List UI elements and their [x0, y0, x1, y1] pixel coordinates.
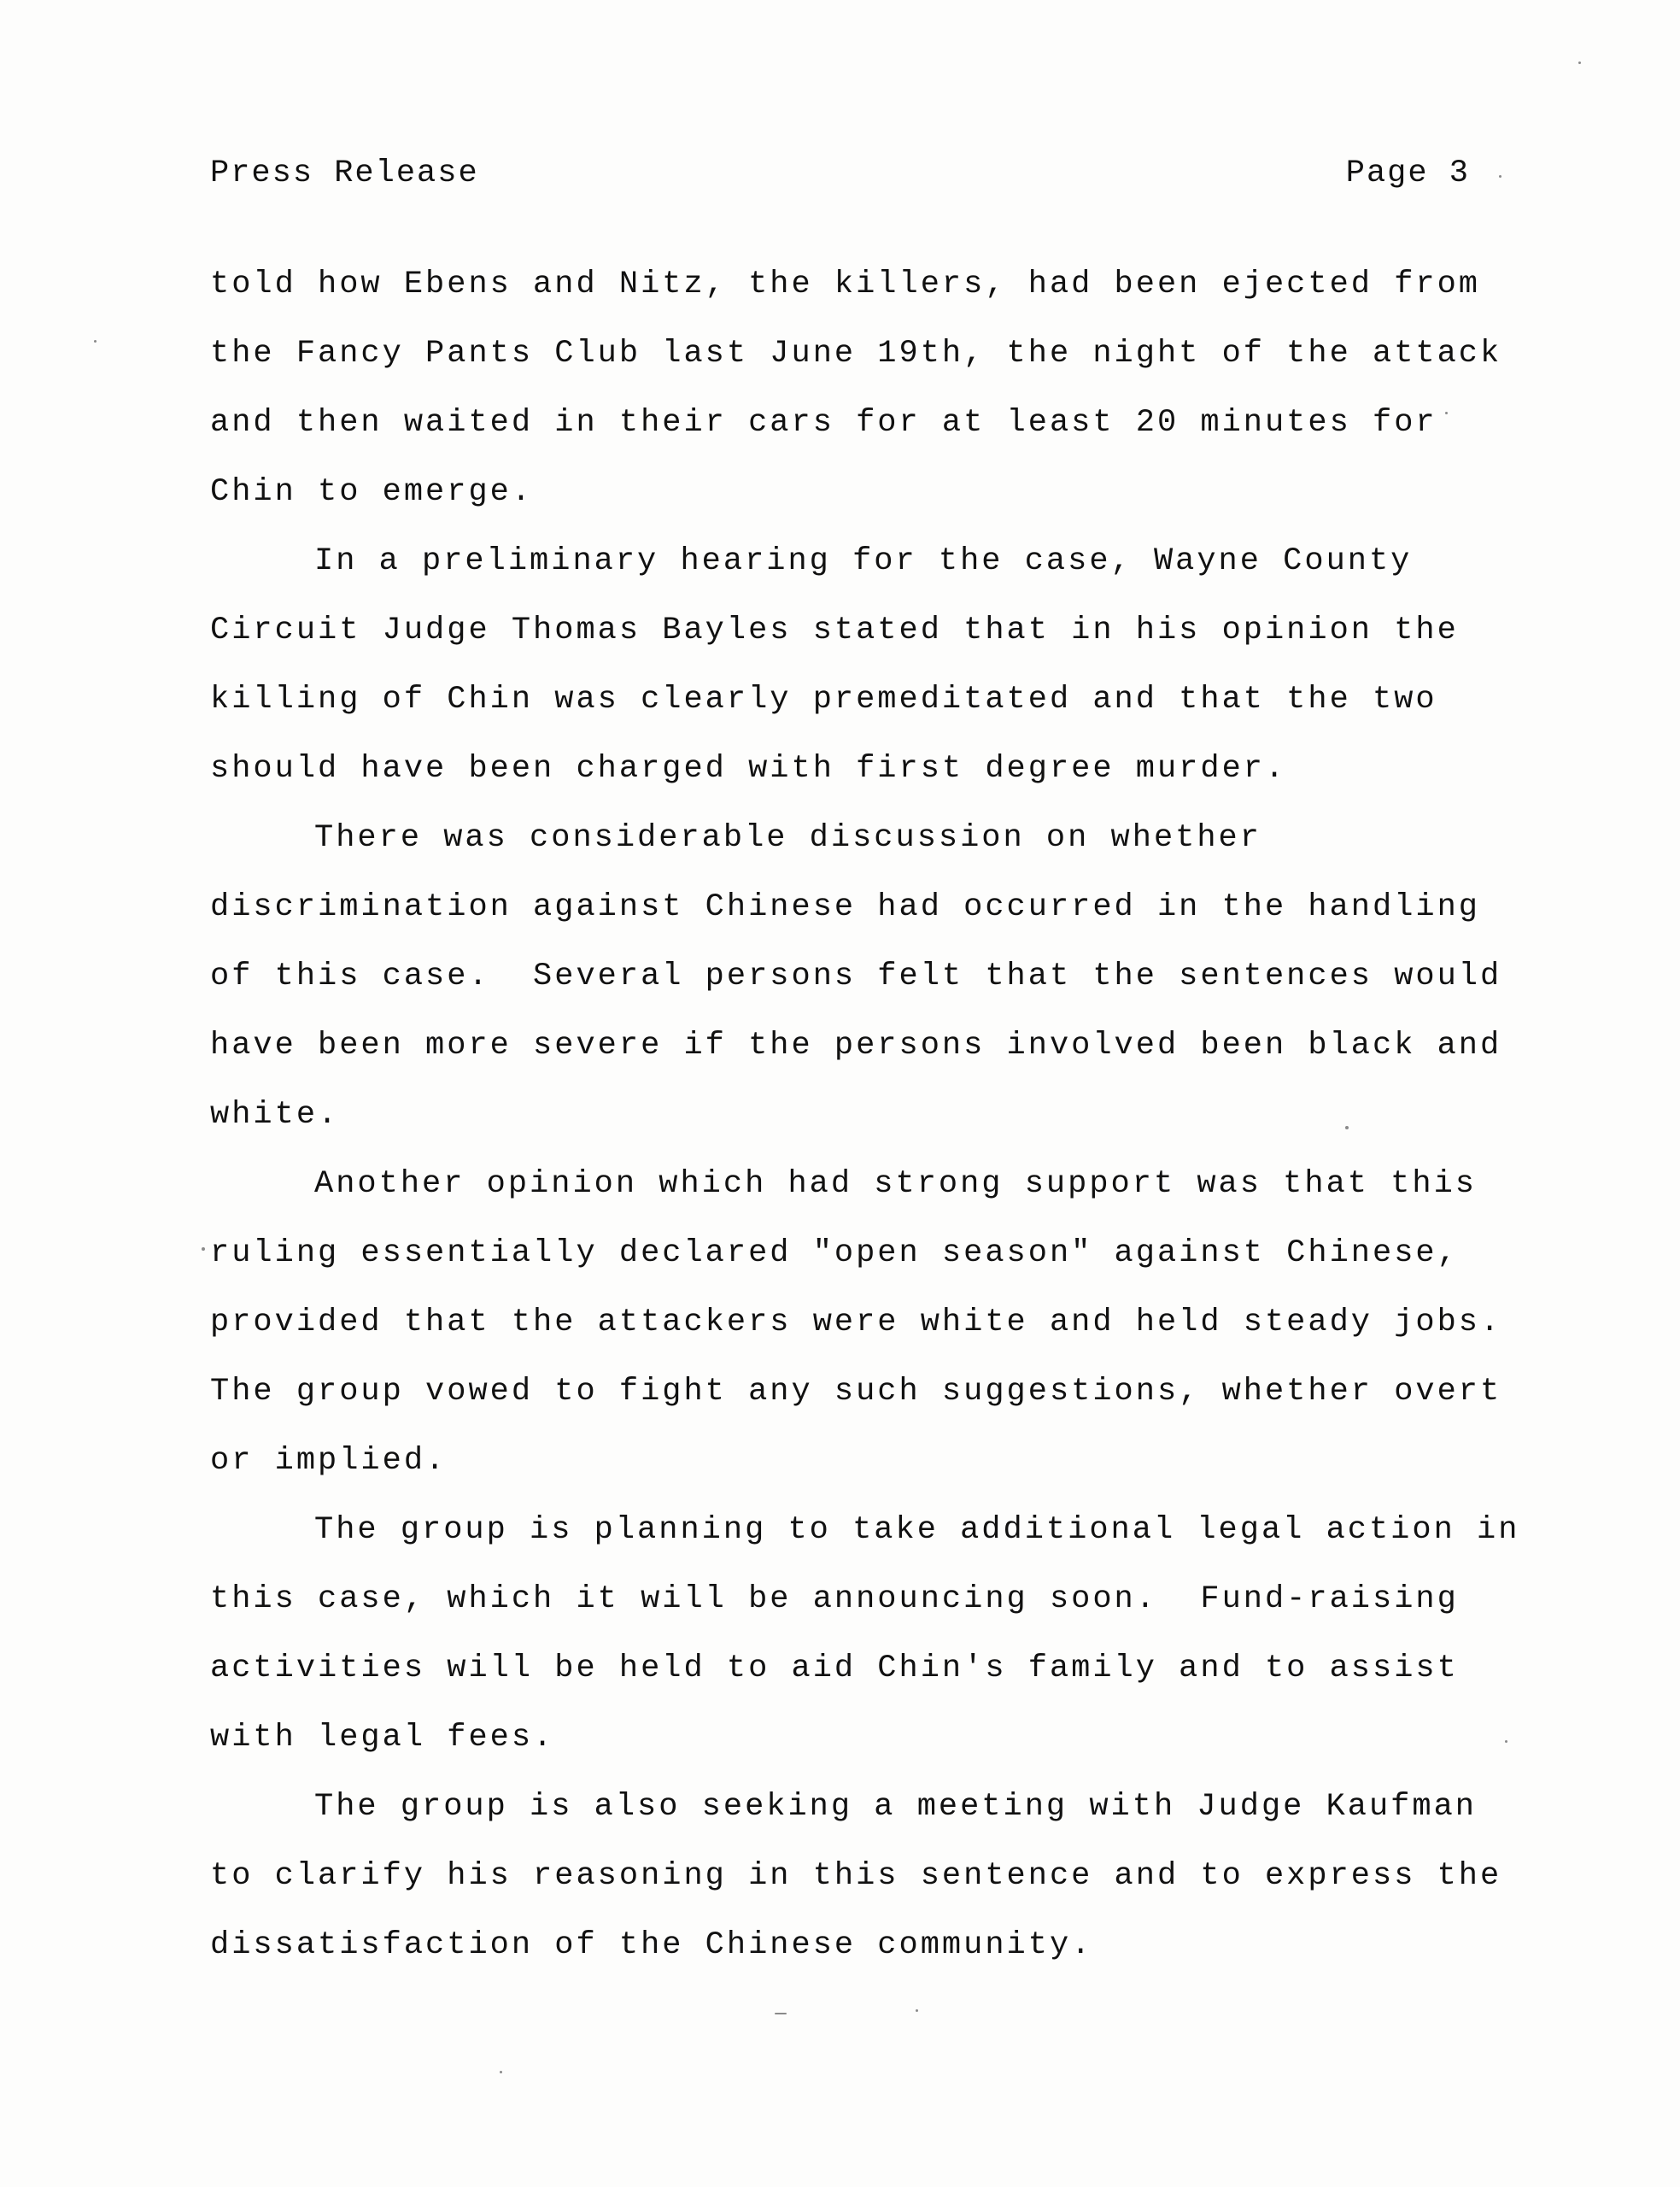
- text-line: activities will be held to aid Chin's family and to assist: [210, 1651, 1459, 1686]
- scan-speck: [1345, 1126, 1349, 1129]
- text-line: Chin to emerge.: [210, 474, 534, 510]
- paragraph-1: [210, 250, 1502, 527]
- scan-speck: [916, 2009, 918, 2012]
- page-header: [210, 155, 1470, 198]
- text-line: The group is also seeking a meeting with Judge Kaufman: [314, 1789, 1477, 1825]
- scan-speck: [1578, 62, 1581, 64]
- text-line: There was considerable discussion on whether: [314, 820, 1261, 856]
- scan-speck: [775, 2013, 787, 2014]
- text-line: have been more severe if the persons involved been black and: [210, 1028, 1502, 1064]
- scan-speck: [94, 340, 97, 343]
- text-line: with legal fees.: [210, 1720, 555, 1756]
- header-title: Press Release: [210, 155, 479, 191]
- text-line: In a preliminary hearing for the case, Wayne County: [314, 543, 1413, 579]
- paragraph-2: [210, 527, 1491, 804]
- text-line: The group is planning to take additional legal action in: [314, 1512, 1520, 1548]
- text-line: dissatisfaction of the Chinese community.: [210, 1927, 1093, 1963]
- scan-speck: [1505, 1740, 1507, 1743]
- text-line: or implied.: [210, 1443, 448, 1479]
- scan-speck: [1499, 175, 1501, 178]
- paragraph-4: [210, 1150, 1502, 1496]
- text-line: provided that the attackers were white and held steady jobs.: [210, 1305, 1502, 1340]
- text-line: this case, which it will be announcing soon. Fund-raising: [210, 1581, 1459, 1617]
- text-line: of this case. Several persons felt that the sentences would: [210, 959, 1502, 994]
- text-line: The group vowed to fight any such suggestions, whether overt: [210, 1374, 1502, 1410]
- text-line: should have been charged with first degree murder.: [210, 751, 1287, 787]
- text-line: Another opinion which had strong support was that this: [314, 1166, 1477, 1202]
- text-line: killing of Chin was clearly premeditated and that the two: [210, 682, 1437, 718]
- text-line: ruling essentially declared "open season" against Chinese,: [210, 1235, 1459, 1271]
- text-line: and then waited in their cars for at least 20 minutes for: [210, 405, 1437, 441]
- text-line: the Fancy Pants Club last June 19th, the night of the attack: [210, 336, 1502, 372]
- text-line: to clarify his reasoning in this sentence and to express the: [210, 1858, 1502, 1894]
- scan-speck: [202, 1247, 205, 1251]
- text-line: told how Ebens and Nitz, the killers, had been ejected from: [210, 267, 1481, 302]
- scan-speck: [1445, 412, 1448, 414]
- paragraph-3: [210, 804, 1502, 1150]
- text-line: Circuit Judge Thomas Bayles stated that in his opinion the: [210, 613, 1459, 648]
- scan-speck: [500, 2071, 502, 2073]
- text-line: discrimination against Chinese had occurred in the handling: [210, 889, 1481, 925]
- paragraph-5: [210, 1496, 1520, 1773]
- text-line: white.: [210, 1097, 340, 1133]
- body-text: [210, 250, 1520, 1980]
- page-number: Page 3: [1345, 155, 1470, 191]
- paragraph-6: [210, 1773, 1502, 1980]
